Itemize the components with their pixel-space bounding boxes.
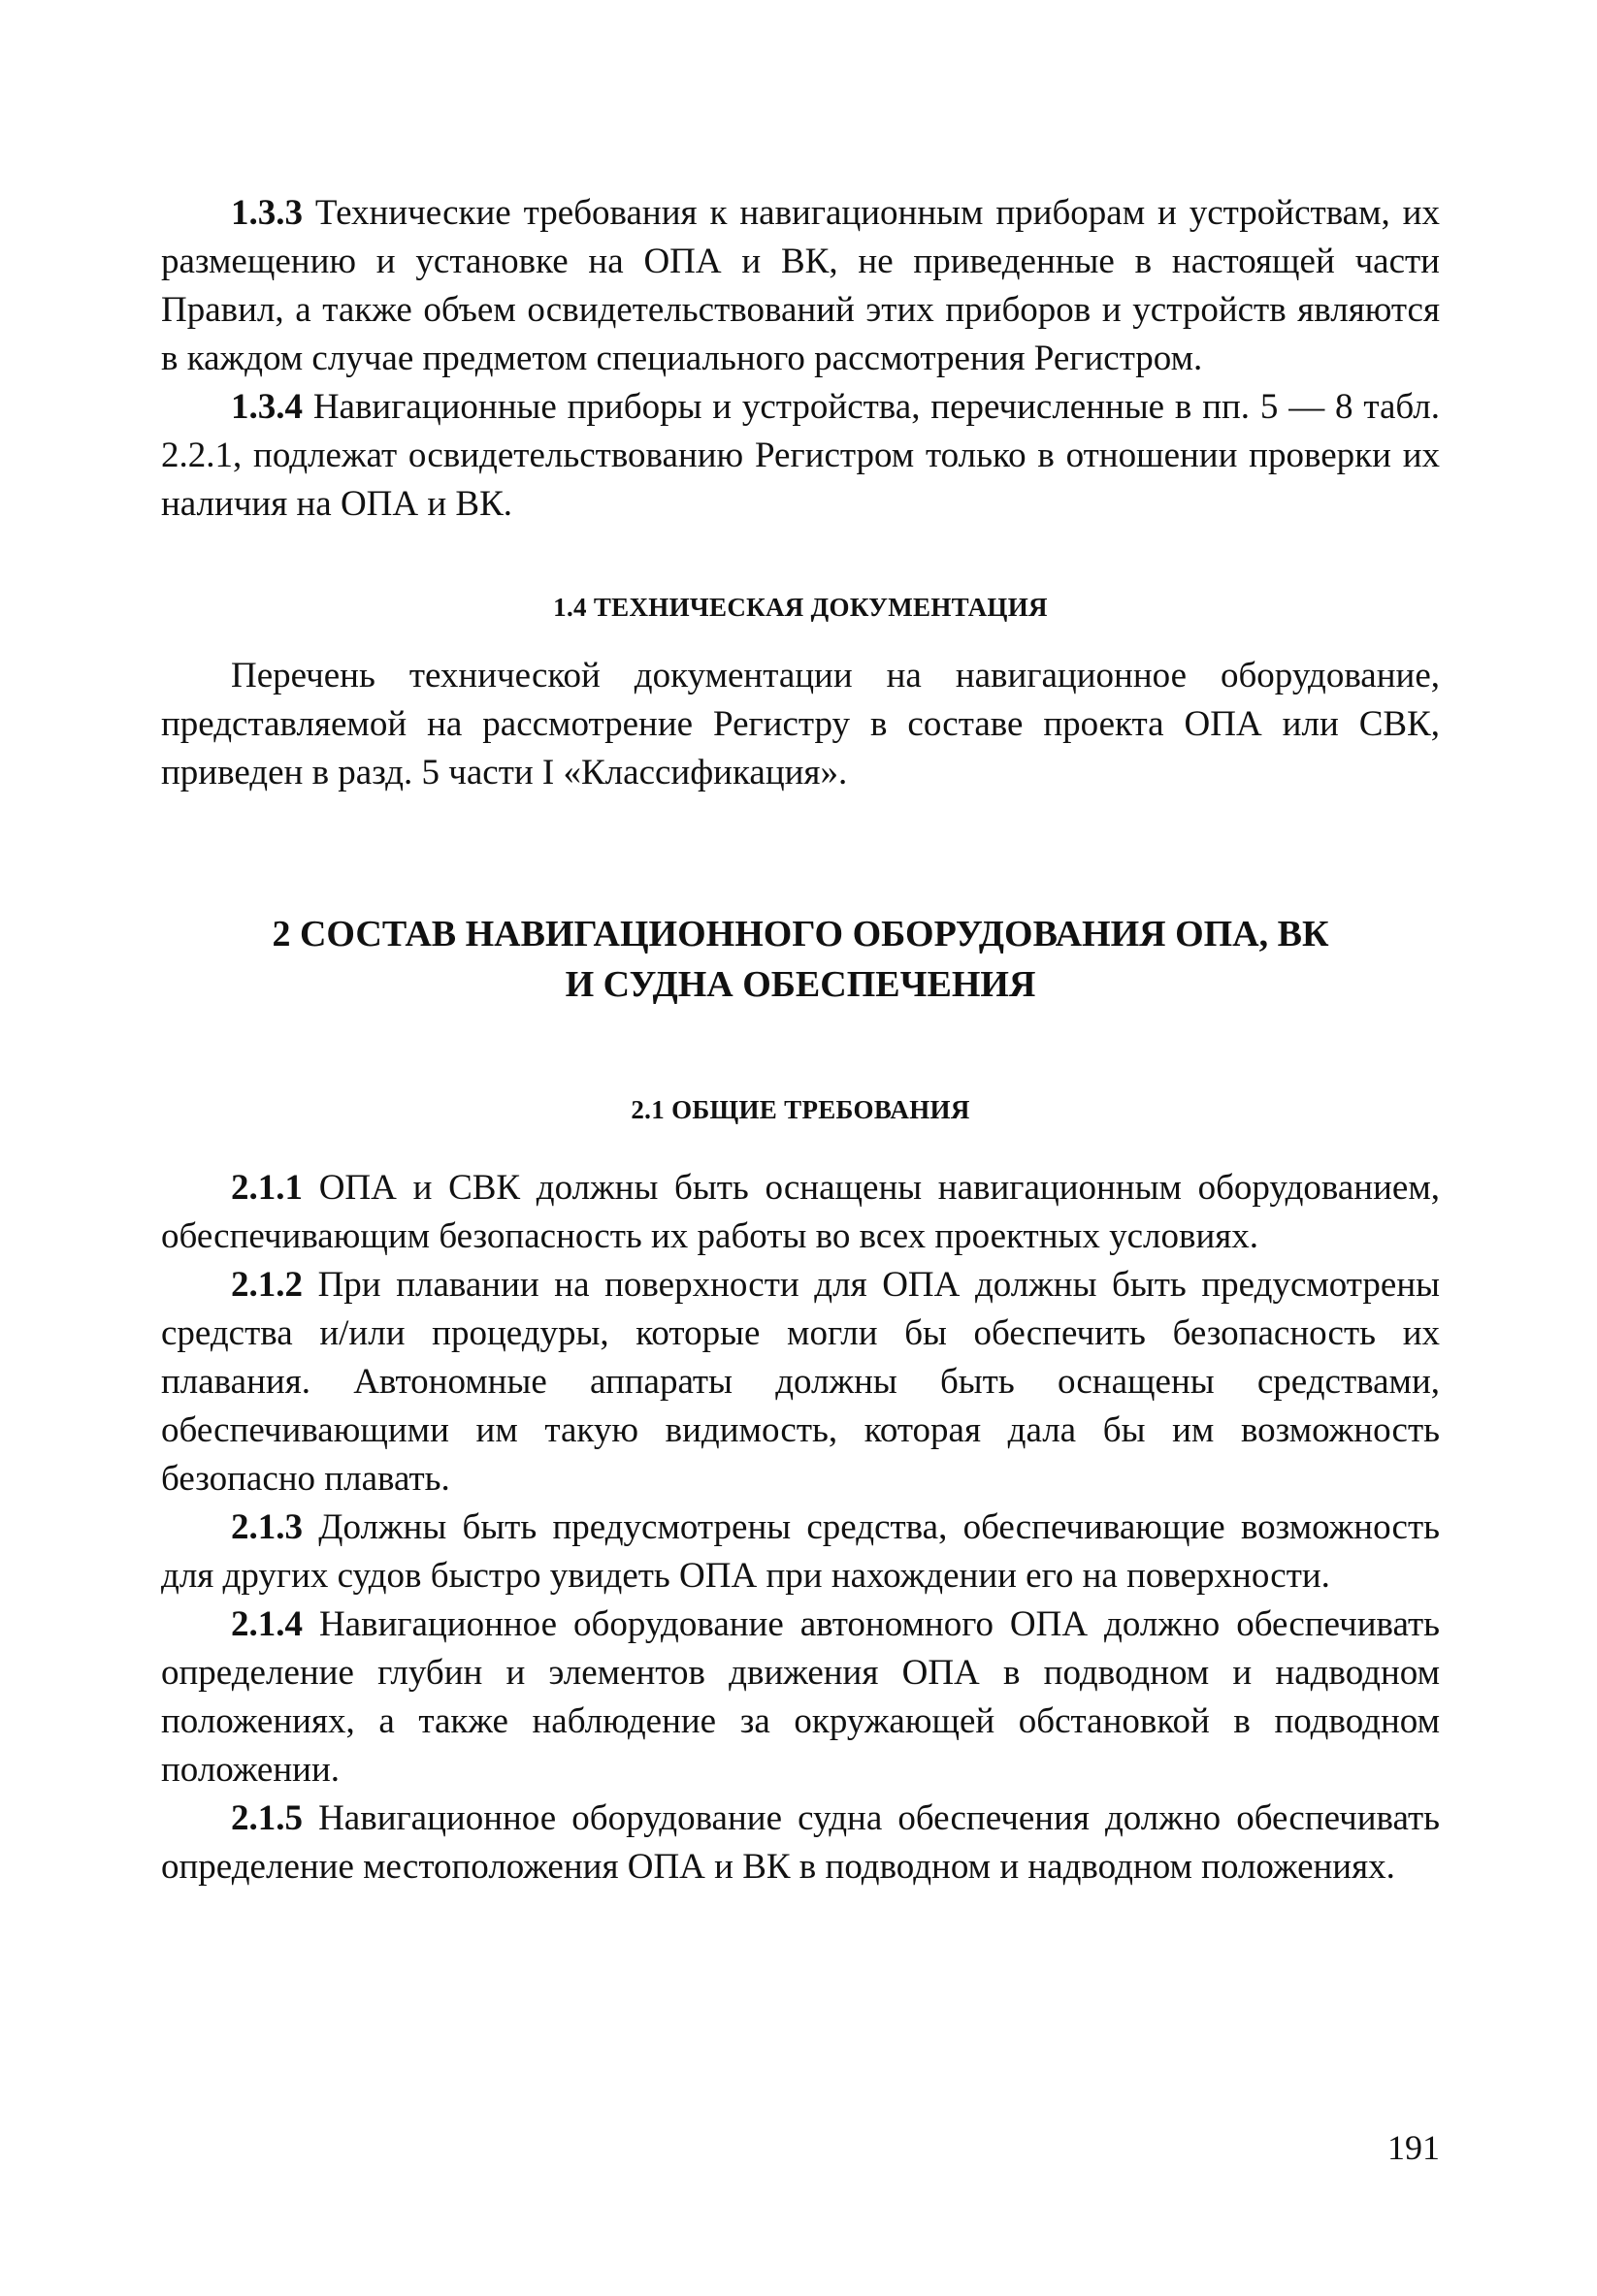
section-heading-1-4: 1.4 ТЕХНИЧЕСКАЯ ДОКУМЕНТАЦИЯ [553, 593, 1048, 622]
clause-text: Навигационное оборудование судна обеспечения должно обеспечивать определение местоположения ОПА и ВК в подводном и надводном положениях. [161, 1798, 1440, 1887]
section-heading-2-1: 2.1 ОБЩИЕ ТРЕБОВАНИЯ [631, 1095, 970, 1124]
clause-text: Технические требования к навигационным приборам и устройствам, их размещению и установке на ОПА и ВК, не приведенные в настоящей части Правил, а также объем освидетельствований этих приборов и устройств являются в каждом случае предметом специального рассмотрения Регистром. [161, 193, 1440, 378]
clause-text: ОПА и СВК должны быть оснащены навигационным оборудованием, обеспечивающим безопасность их работы во всех проектных условиях. [161, 1168, 1440, 1256]
paragraph-2-1-1 [161, 1164, 1440, 1261]
clause-number: 2.1.3 [231, 1507, 303, 1547]
paragraph-2-1-3 [161, 1504, 1440, 1601]
paragraph-2-1-4 [161, 1601, 1440, 1795]
paragraph-2-1-2 [161, 1261, 1440, 1504]
paragraph-2-1-5 [161, 1795, 1440, 1892]
clause-text: Должны быть предусмотрены средства, обеспечивающие возможность для других судов быстро увидеть ОПА при нахождении его на поверхности. [161, 1507, 1440, 1596]
clause-number: 2.1.2 [231, 1265, 303, 1305]
chapter-heading-line-2: И СУДНА ОБЕСПЕЧЕНИЯ [565, 964, 1036, 1005]
chapter-heading-line-1: 2 СОСТАВ НАВИГАЦИОННОГО ОБОРУДОВАНИЯ ОПА, ВК [272, 914, 1329, 954]
clause-text: Навигационные приборы и устройства, перечисленные в пп. 5 — 8 табл. 2.2.1, подлежат освидетельствованию Регистром только в отношении проверки их наличия на ОПА и ВК. [161, 387, 1440, 524]
paragraph-1-3-4 [161, 383, 1440, 529]
clause-number: 1.3.4 [231, 387, 303, 427]
chapter-heading-2 [161, 909, 1440, 1010]
document-page [161, 189, 1440, 1892]
clause-number: 2.1.4 [231, 1604, 303, 1644]
page-number: 191 [1387, 2128, 1440, 2167]
clause-number: 2.1.1 [231, 1168, 303, 1208]
clause-number: 2.1.5 [231, 1798, 303, 1838]
clause-text: При плавании на поверхности для ОПА должны быть предусмотрены средства и/или процедуры, которые могли бы обеспечить безопасность их плавания. Автономные аппараты должны быть оснащены средствами, обеспечивающими им такую видимость, которая дала бы им возможность безопасно плавать. [161, 1265, 1440, 1499]
clause-text: Навигационное оборудование автономного ОПА должно обеспечивать определение глубин и элементов движения ОПА в подводном и надводном положениях, а также наблюдение за окружающей обстановкой в подводном положении. [161, 1604, 1440, 1790]
clause-number: 1.3.3 [231, 193, 303, 233]
paragraph-1-3-3 [161, 189, 1440, 383]
paragraph-1-4: Перечень технической документации на навигационное оборудование, представляемой на рассмотрение Регистру в составе проекта ОПА или СВК, приведен в разд. 5 части I «Классификация». [161, 656, 1440, 792]
